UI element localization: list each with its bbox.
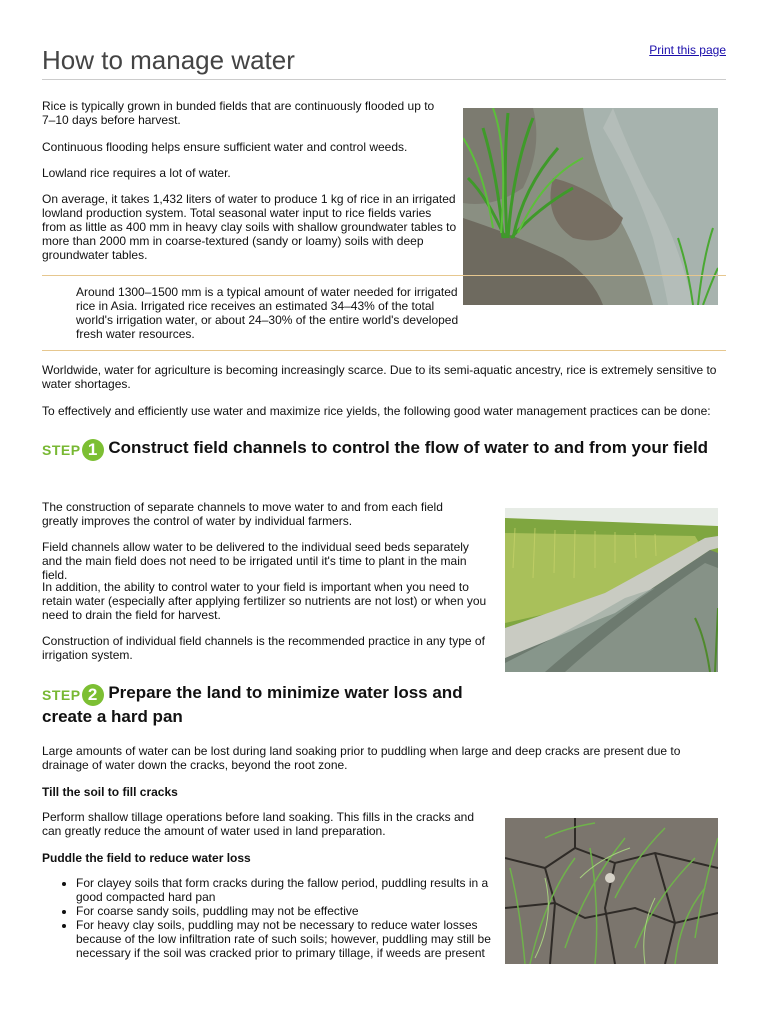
cracked-soil-image: [505, 818, 718, 964]
step-2-paragraph-1: Large amounts of water can be lost during land soaking prior to puddling when large and deep cracks are present due to drainage of water down the cracks, beyond the root zone.: [42, 744, 681, 772]
callout-bottom-rule: [42, 350, 726, 351]
callout-text: Around 1300–1500 mm is a typical amount of water needed for irrigated rice in Asia. Irrigated rice receives an estimated 34–43% of the total world's irrigation water, or about 24–30% of the entire world's developed fresh water resources.: [76, 285, 459, 341]
puddling-bullet-list: [60, 876, 506, 960]
step-2-title: Prepare the land to minimize water loss and create a hard pan: [42, 683, 463, 726]
step-1-badge: [42, 439, 104, 461]
list-item: • For clayey soils that form cracks during the fallow period, puddling results in a good compacted hard pan: [76, 876, 506, 904]
page-title: How to manage water: [42, 45, 295, 75]
intro-paragraph-2: Continuous flooding helps ensure sufficient water and control weeds.: [42, 140, 408, 154]
step-2-word: STEP: [42, 687, 81, 703]
intro-paragraph-1: Rice is typically grown in bunded fields that are continuously flooded up to 7–10 days before harvest.: [42, 99, 435, 127]
step-1-paragraph-2: Field channels allow water to be delivered to the individual seed beds separately and the main field does not need to be irrigated until it's time to plant in the main field.: [42, 540, 469, 582]
context-paragraph-2: To effectively and efficiently use water and maximize rice yields, the following good water management practices can be done:: [42, 404, 711, 418]
step-1-title: Construct field channels to control the flow of water to and from your field: [108, 438, 709, 457]
step-1-paragraph-1: The construction of separate channels to move water to and from each field greatly improves the control of water by individual farmers.: [42, 500, 443, 528]
step-2-paragraph-2: Perform shallow tillage operations before land soaking. This fills in the cracks and can greatly reduce the amount of water used in land preparation.: [42, 810, 474, 838]
step-1-number-icon: 1: [82, 439, 104, 461]
list-item: • For heavy clay soils, puddling may not be necessary to reduce water losses because of the low infiltration rate of such soils; however, puddling may still be necessary if the soil was cracked prior to primary tillage, if weeds are present: [76, 918, 506, 960]
step-1-word: STEP: [42, 442, 81, 458]
callout-top-rule: [42, 275, 726, 276]
print-page-link[interactable]: Print this page: [649, 43, 726, 57]
title-divider: [42, 79, 726, 80]
step-1-paragraph-4: Construction of individual field channels is the recommended practice in any type of irrigation system.: [42, 634, 485, 662]
field-channel-image: [505, 508, 718, 672]
step-1-paragraph-3: In addition, the ability to control water to your field is important when you need to retain water (especially after applying fertilizer so nutrients are not lost) or when you need to drain the field for harvest.: [42, 580, 487, 622]
step-2-subheading-till: Till the soil to fill cracks: [42, 785, 178, 799]
step-2-heading: [42, 682, 512, 728]
context-paragraph-1: Worldwide, water for agriculture is becoming increasingly scarce. Due to its semi-aquatic ancestry, rice is extremely sensitive to water shortages.: [42, 363, 717, 391]
intro-paragraph-4: On average, it takes 1,432 liters of water to produce 1 kg of rice in an irrigated lowland production system. Total seasonal water input to rice fields varies from as little as 400 mm in heavy clay soils with shallow groundwater tables to more than 2000 mm in coarse-textured (sandy or loamy) soils with deep groundwater tables.: [42, 192, 457, 262]
step-2-subheading-puddle: Puddle the field to reduce water loss: [42, 851, 251, 865]
step-1-heading: [42, 437, 732, 461]
list-item: • For coarse sandy soils, puddling may not be effective: [76, 904, 506, 918]
step-2-badge: [42, 684, 104, 706]
intro-paragraph-3: Lowland rice requires a lot of water.: [42, 166, 231, 180]
step-2-number-icon: 2: [82, 684, 104, 706]
